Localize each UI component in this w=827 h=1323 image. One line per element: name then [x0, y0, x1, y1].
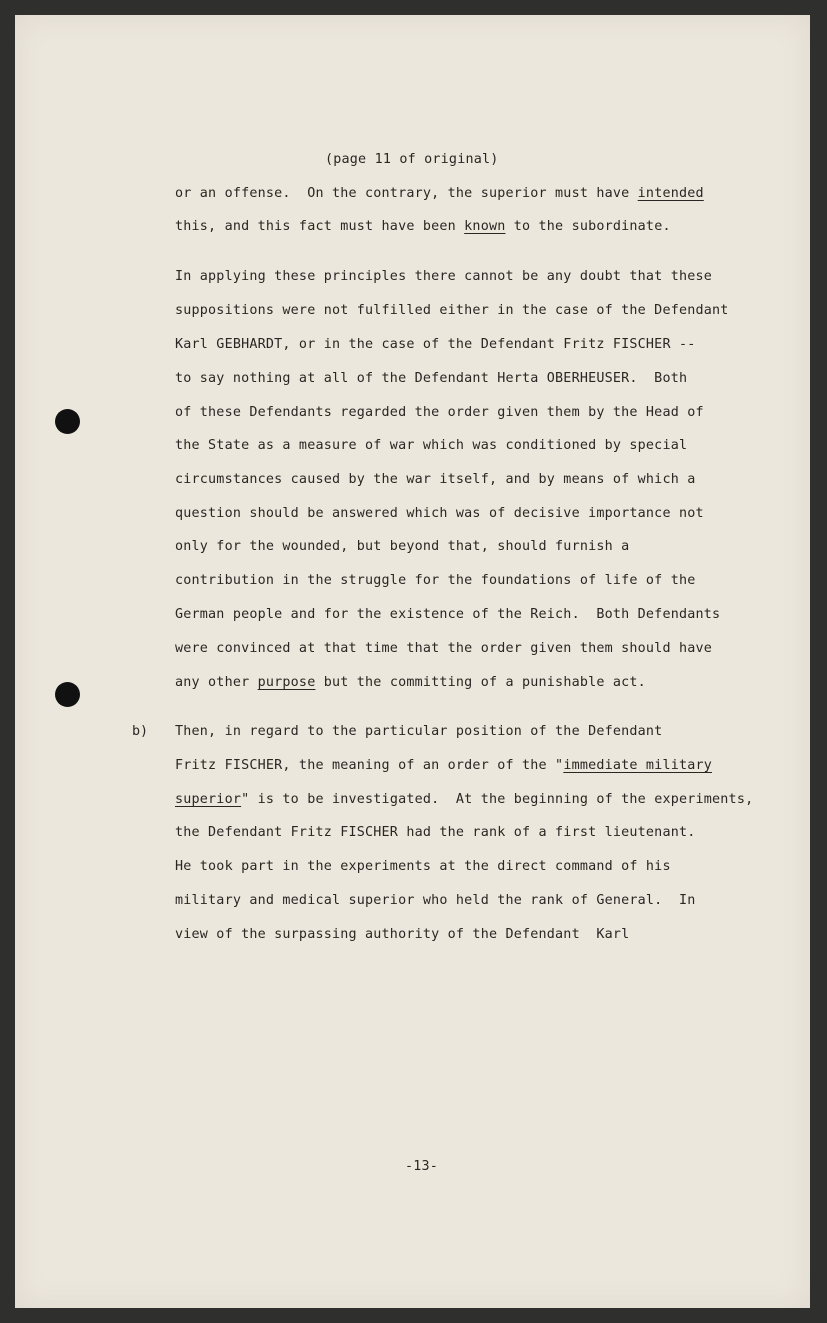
punch-hole [55, 682, 80, 707]
text-line: this, and this fact must have been known to the subordinate. [175, 219, 671, 234]
text-line: circumstances caused by the war itself, and by means of which a [175, 472, 696, 487]
page-header: (page 11 of original) [325, 152, 499, 167]
text-line: Karl GEBHARDT, or in the case of the Defendant Fritz FISCHER -- [175, 337, 696, 352]
page-number: -13- [405, 1159, 439, 1174]
text-line: view of the surpassing authority of the Defendant Karl [175, 927, 630, 942]
underlined-phrase: immediate military [563, 758, 713, 773]
text-line: He took part in the experiments at the direct command of his [175, 859, 671, 874]
list-marker: b) [132, 724, 149, 739]
text-line: were convinced at that time that the order given them should have [175, 641, 713, 656]
underlined-word: intended [637, 186, 704, 201]
text-line: any other purpose but the committing of a punishable act. [175, 675, 646, 690]
text-line: only for the wounded, but beyond that, should furnish a [175, 539, 630, 554]
text-line: question should be answered which was of decisive importance not [175, 506, 704, 521]
text-line: or an offense. On the contrary, the superior must have intended [175, 186, 704, 201]
text-line: contribution in the struggle for the foundations of life of the [175, 573, 696, 588]
text-line: military and medical superior who held the rank of General. In [175, 893, 696, 908]
text-line: In applying these principles there cannot be any doubt that these [175, 269, 713, 284]
punch-hole [55, 409, 80, 434]
text-line: the Defendant Fritz FISCHER had the rank of a first lieutenant. [175, 825, 696, 840]
text-line: of these Defendants regarded the order given them by the Head of [175, 405, 704, 420]
text-line: German people and for the existence of the Reich. Both Defendants [175, 607, 721, 622]
text-line: the State as a measure of war which was conditioned by special [175, 438, 688, 453]
text-line: Then, in regard to the particular position of the Defendant [175, 724, 663, 739]
underlined-word: known [464, 219, 506, 234]
underlined-word: purpose [257, 675, 316, 690]
text-line: suppositions were not fulfilled either in the case of the Defendant [175, 303, 729, 318]
text-line: to say nothing at all of the Defendant Herta OBERHEUSER. Both [175, 371, 688, 386]
text-line: superior" is to be investigated. At the beginning of the experiments, [175, 792, 754, 807]
underlined-word: superior [175, 792, 242, 807]
text-line: Fritz FISCHER, the meaning of an order of the "immediate military [175, 758, 713, 773]
document-page [15, 15, 810, 1308]
